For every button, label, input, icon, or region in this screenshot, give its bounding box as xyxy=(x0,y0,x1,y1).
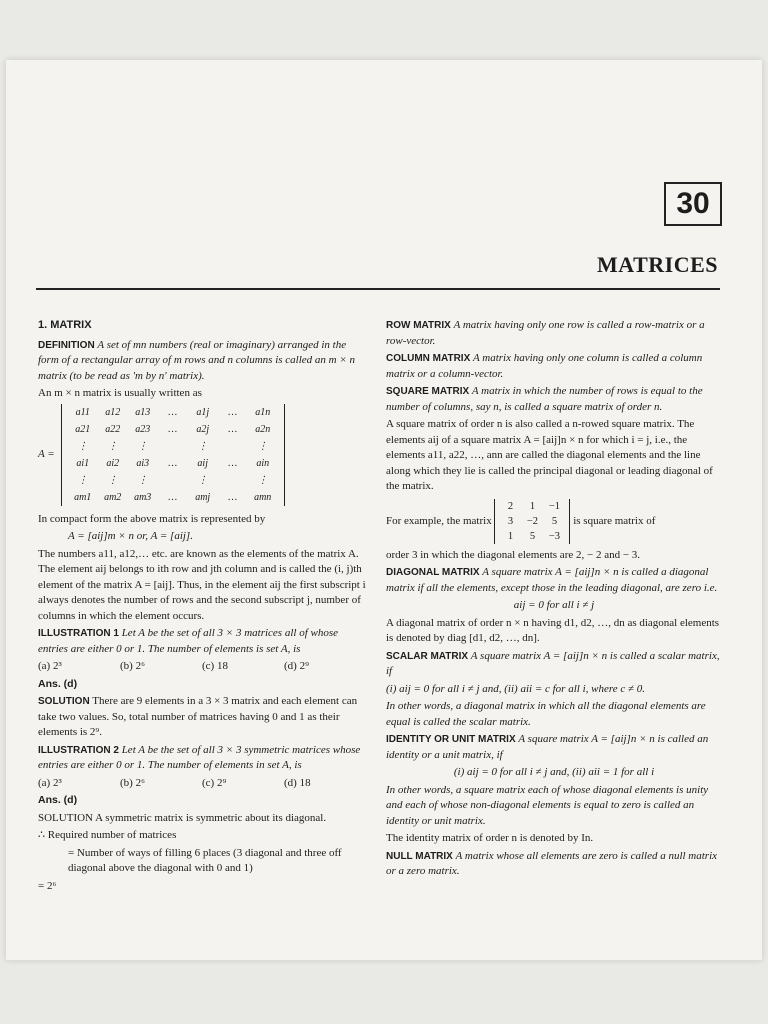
square-matrix-label: SQUARE MATRIX xyxy=(386,386,470,397)
option: (d) 2⁹ xyxy=(284,660,309,672)
scalar-matrix-text: A square matrix A = [aij]n × n is called a scalar matrix, if xyxy=(386,649,720,677)
row-matrix-text: A matrix having only one row is called a row-matrix or a row-vector. xyxy=(386,319,705,347)
illustration-2 xyxy=(38,743,368,774)
matrix-row xyxy=(68,455,278,472)
example-tail: order 3 in which the diagonal elements are 2, − 2 and − 3. xyxy=(386,548,641,561)
matrix-cell: a23 xyxy=(135,423,151,435)
compact-form: A = [aij]m × n or, A = [aij]. xyxy=(68,530,193,542)
matrix-cell: … xyxy=(168,423,178,435)
matrix-cell: … xyxy=(228,491,238,503)
identity-matrix-label: IDENTITY OR UNIT MATRIX xyxy=(386,734,516,745)
diagonal-detail: A diagonal matrix of order n × n having d1, d2, …, dn as diagonal elements is denoted by diag [d1, d2, …, dn]. xyxy=(386,616,720,644)
scalar-matrix-paragraph xyxy=(386,649,722,680)
illustration-1-text: Let A be the set of all 3 × 3 matrices all of whose entries are either 0 or 1. The number of elements is set A, is xyxy=(38,627,338,655)
matrix-cell: … xyxy=(168,457,178,469)
example-matrix-cell: −3 xyxy=(548,530,561,542)
solution-1-text: There are 9 elements in a 3 × 3 matrix and each element can take two values. So, total number of matrices having 0 and 1 as their elements is 2⁹. xyxy=(38,695,358,738)
usually-written-text: An m × n matrix is usually written as xyxy=(38,387,202,399)
square-matrix-detail: A square matrix of order n is also called a n-rowed square matrix. The elements aij of a square matrix A = [aij]n × n for which i = j, i.e., the elements a11, a22, …, ann are called the diagonal elements and the line along which they lie is called the principal diagonal or leading diagonal of the matrix. xyxy=(386,418,713,492)
row-matrix-label: ROW MATRIX xyxy=(386,320,451,331)
example-line xyxy=(386,499,722,544)
solution-1 xyxy=(38,694,368,741)
example-matrix-row xyxy=(499,529,565,544)
matrix-cell: a13 xyxy=(135,406,151,418)
chapter-number: 30 xyxy=(664,182,722,226)
option: (d) 18 xyxy=(284,776,311,789)
example-matrix-cell: 3 xyxy=(507,515,514,527)
elements-paragraph: The numbers a11, a12,… etc. are known as the elements of the matrix A. The element aij belongs to ith row and jth column and is called the (i, j)th element of the matrix A = [aij]. Thus, in the element aij the first subscript i always denotes the number of rows and the second subscript j, number of columns in which the element occurs. xyxy=(38,547,366,622)
identity-matrix-paragraph xyxy=(386,732,722,763)
identity-matrix-text: A square matrix A = [aij]n × n is called an identity or a unit matrix, if xyxy=(386,733,709,761)
matrix-cell: ai1 xyxy=(76,457,90,469)
right-column xyxy=(386,318,722,882)
diagonal-matrix-text: A square matrix A = [aij]n × n is called a diagonal matrix if all the elements, except those in the leading diagonal, are zero i.e. xyxy=(386,566,718,594)
identity-condition: (i) aij = 0 for all i ≠ j and, (ii) aii = 1 for all i xyxy=(453,766,655,778)
illustration-1 xyxy=(38,626,368,657)
title-rule xyxy=(36,288,720,290)
matrix-cell: am2 xyxy=(104,491,122,503)
matrix-cell: ⋮ xyxy=(77,440,88,452)
option: (a) 2³ xyxy=(38,660,62,672)
matrix-cell: … xyxy=(168,406,178,418)
matrix-cell: ain xyxy=(256,457,270,469)
example-matrix-cell: 5 xyxy=(551,515,558,527)
illustration-1-answer: Ans. (d) xyxy=(38,677,78,690)
option: (c) 18 xyxy=(202,660,228,672)
definition-text: A set of mn numbers (real or imaginary) arranged in the form of a rectangular array of m rows and n columns is called an m × n matrix (to be read as 'm by n' matrix). xyxy=(38,338,356,382)
scalar-condition: (i) aij = 0 for all i ≠ j and, (ii) aii = c for all i, where c ≠ 0. xyxy=(386,682,646,695)
matrix-row xyxy=(68,421,278,438)
option: (b) 2⁶ xyxy=(120,776,145,789)
scalar-matrix-label: SCALAR MATRIX xyxy=(386,650,469,662)
illustration-1-label: ILLUSTRATION 1 xyxy=(38,628,119,639)
definition-paragraph xyxy=(38,338,368,385)
diagonal-condition: aij = 0 for all i ≠ j xyxy=(513,599,595,611)
matrix-lhs: A = xyxy=(38,447,55,460)
matrix-cell: ⋮ xyxy=(257,474,268,486)
matrix-cell: a22 xyxy=(105,423,121,435)
general-matrix xyxy=(38,404,368,506)
matrix-cell: amn xyxy=(254,491,272,503)
square-matrix-paragraph xyxy=(386,384,722,415)
matrix-cell: … xyxy=(228,423,238,435)
row-matrix-paragraph xyxy=(386,318,722,349)
example-matrix-cell: 1 xyxy=(529,500,536,512)
column-matrix-paragraph xyxy=(386,351,722,382)
illustration-2-options xyxy=(38,776,368,792)
left-column xyxy=(38,318,368,896)
example-suffix: is square matrix of xyxy=(573,514,656,527)
chapter-title: MATRICES xyxy=(597,252,718,277)
matrix-cell: am1 xyxy=(74,491,92,503)
solution-2-line-3: = 2⁶ xyxy=(38,879,57,892)
matrix-cell: a2n xyxy=(255,423,271,435)
null-matrix-paragraph xyxy=(386,849,722,880)
matrix-cell: aij xyxy=(197,457,208,469)
matrix-cell: ⋮ xyxy=(77,474,88,486)
matrix-cell: ⋮ xyxy=(107,440,118,452)
identity-denotation: The identity matrix of order n is denoted by In. xyxy=(386,832,594,844)
diagonal-matrix-label: DIAGONAL MATRIX xyxy=(386,567,480,578)
matrix-cell: a12 xyxy=(105,406,121,418)
example-matrix-cell: 2 xyxy=(507,500,514,512)
matrix-row xyxy=(68,489,278,506)
matrix-body xyxy=(61,404,285,506)
matrix-cell xyxy=(158,472,188,489)
matrix-cell xyxy=(158,438,188,455)
identity-detail: In other words, a square matrix each of whose diagonal elements is unity and each of whose non-diagonal elements is equal to zero is called an identity or unit matrix. xyxy=(386,783,709,827)
matrix-cell: a1n xyxy=(255,406,271,418)
example-matrix-cell: 1 xyxy=(507,530,514,542)
column-matrix-text: A matrix having only one column is called a column matrix or a column-vector. xyxy=(386,352,703,380)
illustration-1-options xyxy=(38,659,368,675)
example-matrix-cell: 5 xyxy=(529,530,536,542)
diagonal-matrix-paragraph xyxy=(386,565,722,596)
square-matrix-text: A matrix in which the number of rows is equal to the number of columns, say n, is called a square matrix of order n. xyxy=(386,385,703,413)
compact-intro: In compact form the above matrix is represented by xyxy=(38,512,266,525)
matrix-cell: a11 xyxy=(75,406,90,418)
matrix-cell: ⋮ xyxy=(197,474,208,486)
column-matrix-label: COLUMN MATRIX xyxy=(386,353,471,364)
definition-label: DEFINITION xyxy=(38,339,95,351)
matrix-cell: ai2 xyxy=(106,457,120,469)
example-matrix-cell: −2 xyxy=(526,515,539,527)
solution-1-label: SOLUTION xyxy=(38,696,90,707)
example-prefix: For example, the matrix xyxy=(386,514,492,527)
illustration-2-answer: Ans. (d) xyxy=(38,794,78,806)
solution-2-text: SOLUTION A symmetric matrix is symmetric about its diagonal. xyxy=(38,811,327,824)
matrix-cell: a1j xyxy=(196,406,210,418)
example-matrix xyxy=(494,499,570,544)
null-matrix-text: A matrix whose all elements are zero is called a null matrix or a zero matrix. xyxy=(386,849,718,877)
section-heading: 1. MATRIX xyxy=(38,319,92,331)
solution-2-line-2: = Number of ways of filling 6 places (3 diagonal and three off diagonal above the diagonal with 0 and 1) xyxy=(68,846,342,874)
matrix-cell: ⋮ xyxy=(107,474,118,486)
matrix-row xyxy=(68,404,278,421)
illustration-2-label: ILLUSTRATION 2 xyxy=(38,744,119,756)
matrix-cell: amj xyxy=(195,491,211,503)
example-matrix-row xyxy=(499,514,565,529)
matrix-cell: ⋮ xyxy=(137,474,148,486)
matrix-cell: … xyxy=(168,491,178,503)
null-matrix-label: NULL MATRIX xyxy=(386,850,453,862)
option: (c) 2⁹ xyxy=(202,776,227,789)
matrix-cell: ⋮ xyxy=(137,440,148,452)
matrix-cell xyxy=(218,472,248,489)
matrix-cell: am3 xyxy=(134,491,152,503)
matrix-row xyxy=(68,472,278,489)
option: (a) 2³ xyxy=(38,776,62,789)
matrix-cell: ai3 xyxy=(136,457,150,469)
matrix-cell: ⋮ xyxy=(257,440,268,452)
matrix-cell xyxy=(218,438,248,455)
example-matrix-row xyxy=(499,499,565,514)
matrix-cell: a21 xyxy=(75,423,91,435)
matrix-cell: a2j xyxy=(196,423,210,435)
illustration-2-text: Let A be the set of all 3 × 3 symmetric matrices whose entries are either 0 or 1. The number of elements in set A, is xyxy=(38,743,361,771)
matrix-cell: … xyxy=(228,457,238,469)
matrix-cell: … xyxy=(228,406,238,418)
example-matrix-cell: −1 xyxy=(548,500,561,512)
scalar-detail: In other words, a diagonal matrix in which all the diagonal elements are equal is called the scalar matrix. xyxy=(386,700,706,728)
matrix-cell: ⋮ xyxy=(197,440,208,452)
matrix-row xyxy=(68,438,278,455)
solution-2-line-1: ∴ Required number of matrices xyxy=(38,829,177,841)
option: (b) 2⁶ xyxy=(120,660,145,672)
